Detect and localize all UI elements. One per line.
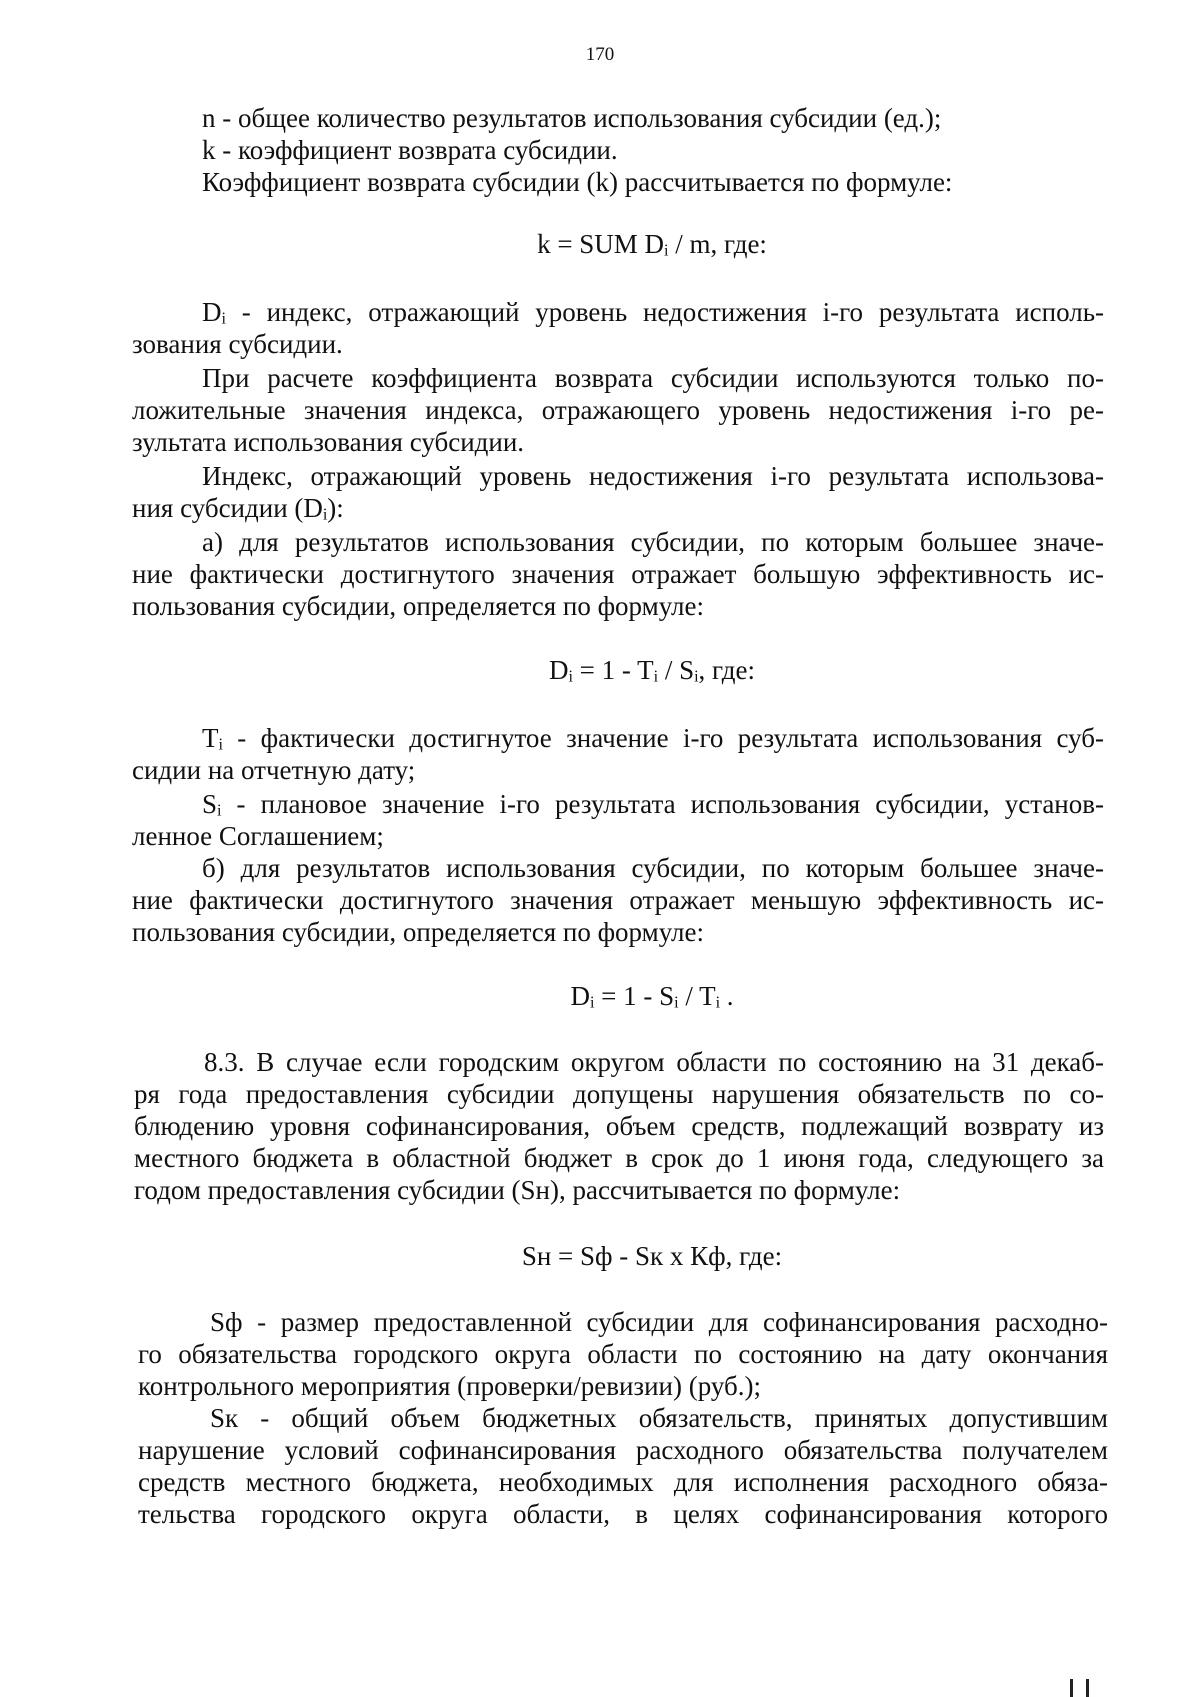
text-line: пользования субсидии, определяется по формуле: — [132, 591, 705, 621]
text-line: Dᵢ - индекс, отражающий уровень недостижения i-го результата исполь- — [202, 297, 1104, 327]
text-line: k - коэффициент возврата субсидии. — [202, 135, 618, 165]
text-line: годом предоставления субсидии (Sн), рассчитывается по формуле: — [134, 1175, 901, 1205]
text-line: ленное Соглашением; — [132, 821, 384, 851]
text-line: Tᵢ - фактически достигнутое значение i-го результата использования суб- — [202, 723, 1104, 753]
text-line: Индекс, отражающий уровень недостижения i-го результата использова- — [202, 461, 1104, 491]
text-line: ния субсидии (Dᵢ): — [132, 493, 344, 523]
text-line: n - общее количество результатов использования субсидии (ед.); — [202, 103, 942, 133]
formula-di-a: Dᵢ = 1 - Tᵢ / Sᵢ, где: — [549, 655, 755, 685]
text-line: блюдению уровня софинансирования, объем средств, подлежащий возврату из — [134, 1111, 1104, 1141]
page-number: 170 — [585, 44, 615, 65]
text-line: тельства городского округа области, в целях софинансирования которого — [138, 1499, 1108, 1529]
text-line: ние фактически достигнутого значения отражает большую эффективность ис- — [132, 559, 1104, 589]
text-line: При расчете коэффициента возврата субсидии используются только по- — [202, 363, 1104, 393]
text-line: Коэффициент возврата субсидии (k) рассчитывается по формуле: — [202, 167, 953, 197]
text-line: контрольного мероприятия (проверки/ревизии) (руб.); — [138, 1371, 761, 1401]
text-line: Sк - общий объем бюджетных обязательств, принятых допустившим — [210, 1403, 1108, 1433]
text-line: зования субсидии. — [132, 329, 343, 359]
text-line: Sᵢ - плановое значение i-го результата использования субсидии, установ- — [202, 789, 1104, 819]
text-line: пользования субсидии, определяется по формуле: — [132, 917, 705, 947]
text-line: местного бюджета в областной бюджет в срок до 1 июня года, следующего за — [134, 1143, 1104, 1173]
scan-mark — [1070, 1679, 1073, 1697]
text-line: ложительные значения индекса, отражающего уровень недостижения i-го ре- — [132, 395, 1104, 425]
formula-di-b: Dᵢ = 1 - Sᵢ / Tᵢ . — [570, 981, 734, 1011]
text-line: б) для результатов использования субсидии, по которым большее значе- — [202, 853, 1104, 883]
formula-k: k = SUM Dᵢ / m, где: — [537, 229, 767, 259]
text-line: сидии на отчетную дату; — [132, 755, 416, 785]
scan-mark — [1086, 1679, 1089, 1697]
text-line: нарушение условий софинансирования расходного обязательства получателем — [138, 1435, 1108, 1465]
text-line: Sф - размер предоставленной субсидии для софинансирования расходно- — [210, 1307, 1108, 1337]
text-line: 8.3. В случае если городским округом области по состоянию на 31 декаб- — [204, 1047, 1104, 1077]
formula-sn: Sн = Sф - Sк x Кф, где: — [521, 1241, 783, 1271]
text-line: го обязательства городского округа области по состоянию на дату окончания — [138, 1339, 1108, 1369]
text-line: зультата использования субсидии. — [132, 427, 525, 457]
text-line: средств местного бюджета, необходимых для исполнения расходного обяза- — [138, 1467, 1108, 1497]
text-line: ря года предоставления субсидии допущены нарушения обязательств по со- — [134, 1079, 1104, 1109]
text-line: ние фактически достигнутого значения отражает меньшую эффективность ис- — [132, 885, 1104, 915]
text-line: а) для результатов использования субсидии, по которым большее значе- — [202, 527, 1104, 557]
